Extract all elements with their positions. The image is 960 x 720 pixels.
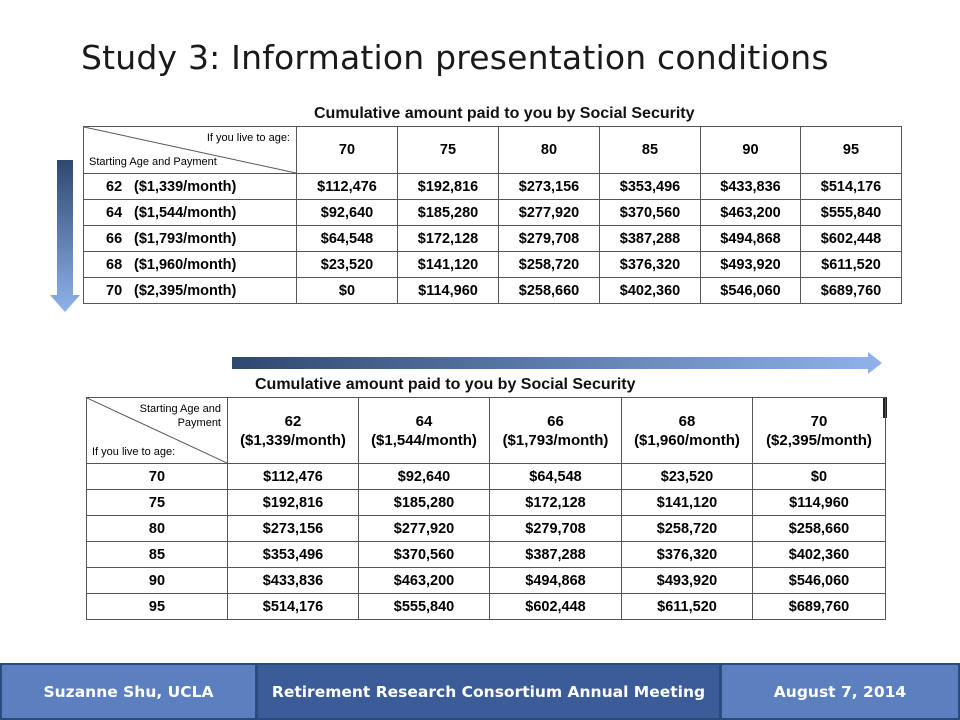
table2-row-label: 95 (87, 594, 228, 620)
table-cell: $172,128 (398, 226, 499, 252)
table1-header-row (84, 127, 902, 174)
table-row (87, 568, 886, 594)
table-cell: $376,320 (622, 542, 753, 568)
table-cell: $463,200 (359, 568, 490, 594)
table-cell: $514,176 (801, 174, 902, 200)
table-cell: $277,920 (499, 200, 600, 226)
table2-row-label: 90 (87, 568, 228, 594)
col-age: 64 (415, 412, 433, 430)
table-cell: $402,360 (753, 542, 886, 568)
table2-col-header (359, 398, 490, 464)
table-by-age-lived (86, 397, 886, 620)
table-cell: $185,280 (398, 200, 499, 226)
row-age: 68 (106, 256, 123, 273)
table-cell: $114,960 (753, 490, 886, 516)
table-cell: $402,360 (600, 278, 701, 304)
table2-header-row (87, 398, 886, 464)
table-cell: $279,708 (499, 226, 600, 252)
table-cell: $0 (297, 278, 398, 304)
table-cell: $192,816 (398, 174, 499, 200)
table-cell: $23,520 (297, 252, 398, 278)
row-payment: ($1,793/month) (134, 230, 237, 247)
table-cell: $273,156 (499, 174, 600, 200)
row-payment: ($1,544/month) (134, 204, 237, 221)
table1-corner-top-label: If you live to age: (206, 132, 290, 144)
table-cell: $602,448 (490, 594, 622, 620)
table-cell: $433,836 (228, 568, 359, 594)
table1-row-label (84, 226, 297, 252)
table-cell: $258,720 (499, 252, 600, 278)
table1-corner-bottom-label: Starting Age and Payment (89, 156, 217, 168)
right-arrow-icon (232, 352, 882, 374)
table2-row-label: 80 (87, 516, 228, 542)
table-cell: $555,840 (359, 594, 490, 620)
table-row (84, 278, 902, 304)
table-cell: $353,496 (228, 542, 359, 568)
table-row (84, 200, 902, 226)
row-payment: ($1,339/month) (134, 178, 237, 195)
table-cell: $611,520 (622, 594, 753, 620)
table2-row-label: 85 (87, 542, 228, 568)
table-cell: $387,288 (600, 226, 701, 252)
table-cell: $376,320 (600, 252, 701, 278)
table-cell: $353,496 (600, 174, 701, 200)
col-age: 66 (547, 412, 564, 430)
row-age: 62 (106, 178, 123, 195)
row-payment: ($2,395/month) (134, 282, 237, 299)
table-cell: $185,280 (359, 490, 490, 516)
table-row (84, 174, 902, 200)
table1-col-header: 90 (701, 127, 801, 174)
table-cell: $64,548 (297, 226, 398, 252)
table-cell: $23,520 (622, 464, 753, 490)
down-arrow-icon (50, 160, 80, 312)
table-by-starting-age (83, 126, 902, 304)
table2-corner-cell (87, 398, 228, 464)
table-cell: $141,120 (398, 252, 499, 278)
col-payment: ($1,339/month) (240, 431, 346, 449)
col-payment: ($1,544/month) (371, 431, 477, 449)
table-cell: $546,060 (701, 278, 801, 304)
table2-col-header (622, 398, 753, 464)
table-cell: $370,560 (359, 542, 490, 568)
table2-col-header (753, 398, 886, 464)
row-age: 66 (106, 230, 123, 247)
table-cell: $387,288 (490, 542, 622, 568)
table2-caption: Cumulative amount paid to you by Social Security (255, 376, 636, 393)
table2-corner-top-line2: Payment (177, 417, 221, 429)
footer-event: Retirement Research Consortium Annual Meeting (258, 665, 719, 718)
col-age: 70 (810, 412, 828, 430)
table-cell: $493,920 (701, 252, 801, 278)
table-cell: $258,660 (499, 278, 600, 304)
table-cell: $273,156 (228, 516, 359, 542)
table-cell: $494,868 (701, 226, 801, 252)
col-payment: ($1,960/month) (634, 431, 740, 449)
table-row (87, 594, 886, 620)
table-row (84, 252, 902, 278)
table-cell: $546,060 (753, 568, 886, 594)
table-cell: $64,548 (490, 464, 622, 490)
table-cell: $494,868 (490, 568, 622, 594)
table2-corner-top-label (140, 402, 221, 430)
table-cell: $370,560 (600, 200, 701, 226)
table-cell: $92,640 (359, 464, 490, 490)
table-cell: $463,200 (701, 200, 801, 226)
col-age: 62 (284, 412, 302, 430)
table2-corner-top-line1: Starting Age and (139, 403, 221, 415)
table-cell: $689,760 (753, 594, 886, 620)
table2-col-header (490, 398, 622, 464)
row-age: 70 (106, 282, 123, 299)
table-cell: $112,476 (297, 174, 398, 200)
table1-corner-cell (84, 127, 297, 174)
table1-col-header: 75 (398, 127, 499, 174)
table1-col-header: 85 (600, 127, 701, 174)
table-cell: $112,476 (228, 464, 359, 490)
row-payment: ($1,960/month) (134, 256, 237, 273)
table1-caption: Cumulative amount paid to you by Social Security (314, 105, 695, 122)
table-cell: $433,836 (701, 174, 801, 200)
col-age: 68 (678, 412, 696, 430)
footer-date: August 7, 2014 (722, 665, 958, 718)
col-payment: ($1,793/month) (502, 431, 609, 449)
table-row (87, 490, 886, 516)
table-cell: $172,128 (490, 490, 622, 516)
table-cell: $92,640 (297, 200, 398, 226)
table-cell: $114,960 (398, 278, 499, 304)
slide-title: Study 3: Information presentation conditions (81, 38, 829, 77)
table-cell: $493,920 (622, 568, 753, 594)
table2-row-label: 70 (87, 464, 228, 490)
table-row (84, 226, 902, 252)
table-row (87, 516, 886, 542)
table1-row-label (84, 252, 297, 278)
table-cell: $602,448 (801, 226, 902, 252)
table-cell: $258,660 (753, 516, 886, 542)
table2-col-header (228, 398, 359, 464)
table1-col-header: 80 (499, 127, 600, 174)
table-cell: $192,816 (228, 490, 359, 516)
table1-row-label (84, 278, 297, 304)
table-cell: $514,176 (228, 594, 359, 620)
table2-corner-bottom-label: If you live to age: (92, 446, 176, 458)
col-payment: ($2,395/month) (766, 431, 872, 449)
table1-row-label (84, 200, 297, 226)
table-cell: $279,708 (490, 516, 622, 542)
table-cell: $611,520 (801, 252, 902, 278)
table-cell: $277,920 (359, 516, 490, 542)
table-cell: $141,120 (622, 490, 753, 516)
table-row (87, 464, 886, 490)
table-cell: $258,720 (622, 516, 753, 542)
table1-row-label (84, 174, 297, 200)
table-cell: $555,840 (801, 200, 902, 226)
row-age: 64 (106, 204, 123, 221)
table-cell: $689,760 (801, 278, 902, 304)
table1-col-header: 95 (801, 127, 902, 174)
table-cell: $0 (753, 464, 886, 490)
table1-col-header: 70 (297, 127, 398, 174)
table-row (87, 542, 886, 568)
footer-author: Suzanne Shu, UCLA (2, 665, 255, 718)
table2-row-label: 75 (87, 490, 228, 516)
